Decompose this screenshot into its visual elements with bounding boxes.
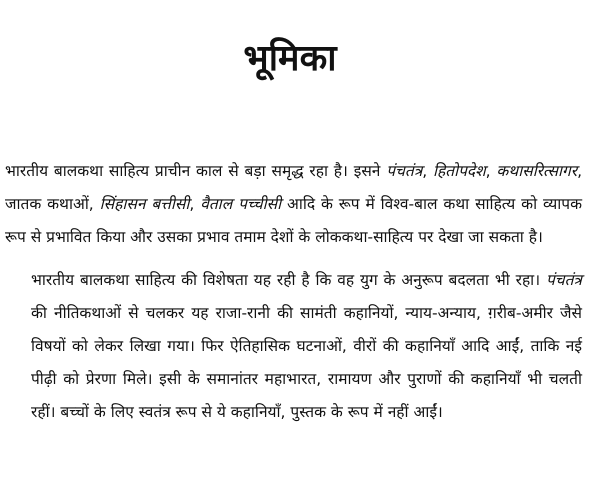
page-title: भूमिका [243, 38, 337, 80]
paragraph-2 [5, 264, 582, 429]
book-title-panchatantra: पंचतंत्र [386, 162, 423, 180]
book-title-panchatantra: पंचतंत्र [545, 271, 582, 289]
text-segment: , जातक कथाओं, [5, 162, 582, 213]
text-segment: भारतीय बालकथा साहित्य प्राचीन काल से बड़ा समृद्ध रहा है। इसने [5, 162, 387, 180]
book-title-hitopadesh: हितोपदेश [433, 162, 486, 180]
book-title-vaital-pachchisi: वैताल पच्चीसी [200, 195, 282, 213]
text-segment: , [189, 195, 201, 213]
text-segment: आदि के रूप में विश्व-बाल कथा साहित्य को व्यापक रूप से प्रभावित किया और उसका प्रभाव तमाम देशों के लोककथा-साहित्य पर देखा जा सकता है। [5, 195, 583, 246]
paragraph-1 [5, 155, 582, 254]
document-body [5, 155, 582, 429]
text-segment: की नीतिकथाओं से चलकर यह राजा-रानी की सामंती कहानियों, न्याय-अन्याय, ग़रीब-अमीर जैसे विषयों को लेकर लिखा गया। फिर ऐतिहासिक घटनाओं, वीरों की कहानियाँ आदि आईं, ताकि नई पीढ़ी को प्रेरणा मिले। इसी के समानांतर महाभारत, रामायण और पुराणों की कहानियाँ भी चलती रहीं। बच्चों के लिए स्वतंत्र रूप से ये कहानियाँ, पुस्तक के रूप में नहीं आईं। [31, 304, 582, 421]
book-title-kathasaritsagar: कथासरित्सागर [496, 162, 578, 180]
text-segment: , [485, 162, 497, 180]
book-title-sinhasan-battisi: सिंहासन बत्तीसी [99, 195, 190, 213]
text-segment: , [422, 162, 433, 180]
text-segment: भारतीय बालकथा साहित्य की विशेषता यह रही है कि वह युग के अनुरूप बदलता भी रहा। [31, 271, 546, 289]
